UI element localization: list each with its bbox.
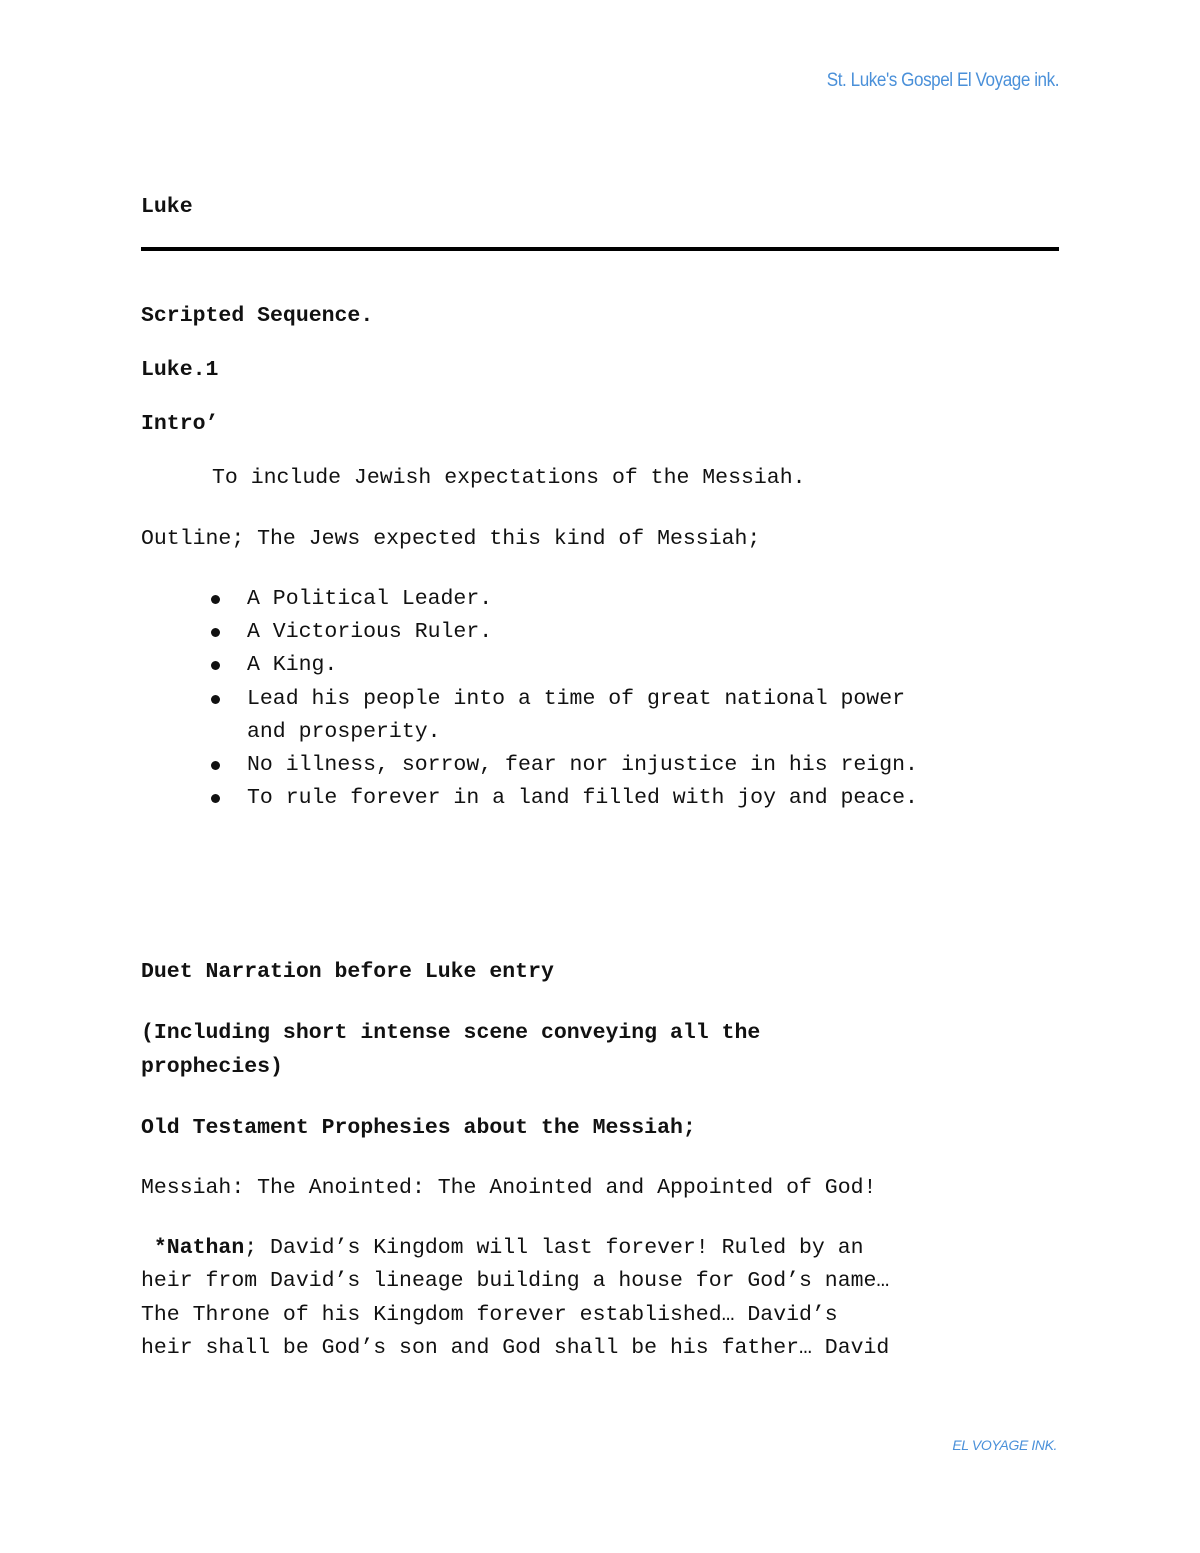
page-header: St. Luke's Gospel El Voyage ink. [826,70,1059,91]
list-item [141,583,1081,616]
list-item-text: To rule forever in a land filled with joy and peace. [247,786,918,811]
messiah-expectations-list [141,583,1081,815]
duet-narration-heading: Duet Narration before Luke entry [141,960,554,984]
bullet-icon [211,794,220,803]
bullet-icon [211,661,220,670]
title-divider [141,247,1059,251]
list-item-text: A Victorious Ruler. [247,620,493,645]
chapter-heading: Luke.1 [141,358,219,382]
bullet-icon [211,628,220,637]
bullet-icon [211,761,220,770]
list-item [141,616,1081,649]
nathan-line-3: The Throne of his Kingdom forever established… David’s [141,1303,838,1327]
list-item-text: A King. [247,653,338,678]
outline-text: Outline; The Jews expected this kind of Messiah; [141,527,761,551]
nathan-line-1 [141,1232,864,1266]
intro-text: To include Jewish expectations of the Messiah. [212,466,806,490]
prophesies-heading: Old Testament Prophesies about the Messiah; [141,1116,696,1140]
list-item-text: No illness, sorrow, fear nor injustice in his reign. [247,753,918,778]
list-item [141,683,1081,749]
nathan-line-2: heir from David’s lineage building a house for God’s name… [141,1269,890,1293]
page-footer: EL VOYAGE INK. [952,1437,1057,1453]
scripted-sequence-heading: Scripted Sequence. [141,304,374,328]
list-item [141,749,1081,782]
duet-subheading-line2: prophecies) [141,1055,283,1079]
list-item-text: Lead his people into a time of great national power and prosperity. [247,686,906,744]
nathan-name: *Nathan [153,1236,245,1260]
messiah-definition: Messiah: The Anointed: The Anointed and Appointed of God! [141,1176,877,1200]
nathan-text-1: ; David’s Kingdom will last forever! Ruled by an [244,1236,864,1260]
intro-heading: Intro’ [141,412,219,436]
duet-subheading-line1: (Including short intense scene conveying all the [141,1021,761,1045]
nathan-line-4: heir shall be God’s son and God shall be his father… David [141,1336,890,1360]
list-item-text: A Political Leader. [247,587,493,611]
list-item [141,782,1081,815]
document-title: Luke [141,195,193,219]
bullet-icon [211,595,220,604]
list-item [141,649,1081,682]
bullet-icon [211,695,220,704]
